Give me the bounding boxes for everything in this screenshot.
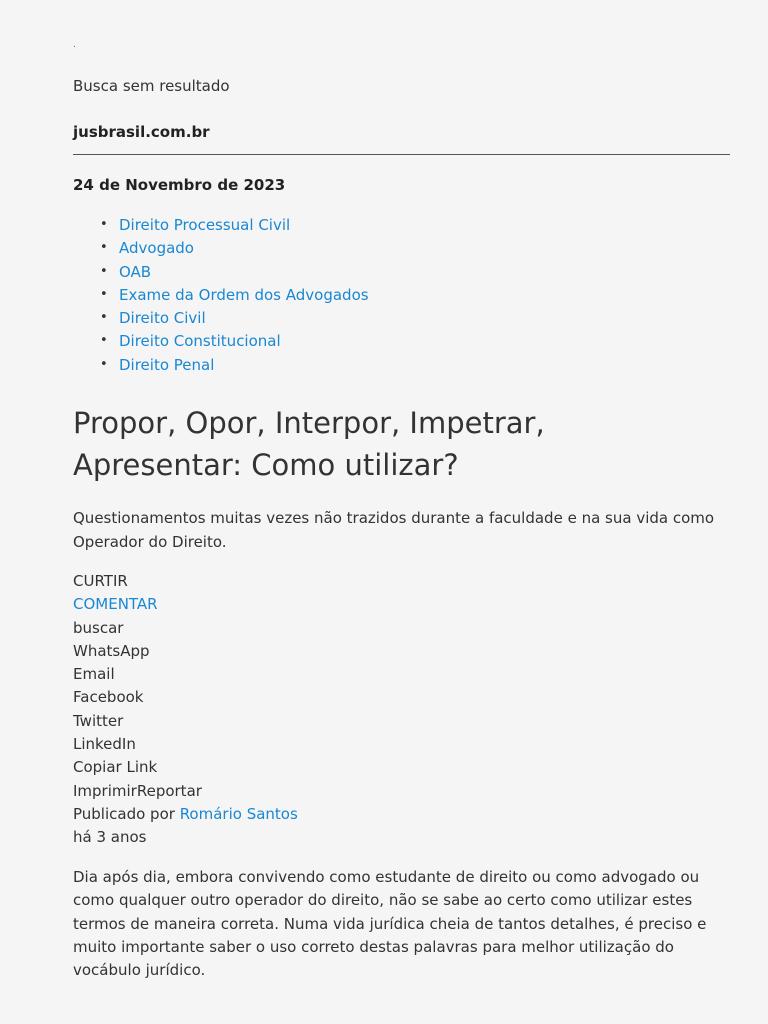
tag-link-exame-da-ordem[interactable]: Exame da Ordem dos Advogados xyxy=(119,285,369,304)
print-report-row xyxy=(73,780,298,803)
bullet-icon: • xyxy=(100,263,108,279)
like-button[interactable]: CURTIR xyxy=(73,572,128,590)
header-divider xyxy=(73,154,730,155)
bullet-icon: • xyxy=(100,310,108,326)
tag-list xyxy=(73,214,369,377)
tag-link-direito-processual-civil[interactable]: Direito Processual Civil xyxy=(119,216,291,234)
share-twitter-button[interactable]: Twitter xyxy=(73,711,124,730)
tag-link-oab[interactable]: OAB xyxy=(119,262,152,281)
published-by xyxy=(73,803,298,826)
tag-item xyxy=(73,214,369,237)
top-dot: . xyxy=(73,40,76,50)
tag-item xyxy=(73,261,369,284)
tag-item xyxy=(73,284,369,307)
print-button[interactable]: Imprimir xyxy=(73,781,137,800)
bullet-icon: • xyxy=(100,286,108,302)
article-body: Dia após dia, embora convivendo como estudante de direito ou como advogado ou como qualquer outro operador do direito, não se sabe ao certo como utilizar estes termos de maneira correta. Numa vida jurídica cheia de tantos detalhes, é preciso e muito importante saber o uso correto destas palavras para melhor utilização do vocábulo jurídico. xyxy=(73,868,707,980)
share-whatsapp-button[interactable]: WhatsApp xyxy=(73,641,150,660)
article-subtitle: Questionamentos muitas vezes não trazidos durante a faculdade e na sua vida como Operador do Direito. xyxy=(73,509,715,551)
article-actions xyxy=(73,570,298,850)
site-name[interactable]: jusbrasil.com.br xyxy=(73,123,210,141)
tag-item xyxy=(73,237,369,260)
report-button[interactable]: Reportar xyxy=(136,781,202,800)
bullet-icon: • xyxy=(100,217,108,232)
copy-link-button[interactable]: Copiar Link xyxy=(73,758,158,777)
bullet-icon: • xyxy=(100,240,108,256)
tag-link-direito-penal[interactable]: Direito Penal xyxy=(119,355,215,374)
search-no-result-text: Busca sem resultado xyxy=(73,77,230,95)
share-facebook-button[interactable]: Facebook xyxy=(73,688,144,707)
tag-item xyxy=(73,330,369,353)
bullet-icon: • xyxy=(100,356,108,372)
article-title: Propor, Opor, Interpor, Impetrar, Apresentar: Como utilizar? xyxy=(73,406,545,482)
author-link[interactable]: Romário Santos xyxy=(179,804,298,823)
tag-link-advogado[interactable]: Advogado xyxy=(119,239,194,258)
article-date: 24 de Novembro de 2023 xyxy=(73,176,286,194)
tag-link-direito-civil[interactable]: Direito Civil xyxy=(119,309,206,328)
tag-item xyxy=(73,354,369,377)
share-email-button[interactable]: Email xyxy=(73,665,115,684)
tag-item xyxy=(73,307,369,330)
published-prefix: Publicado por xyxy=(73,804,180,823)
search-button[interactable]: buscar xyxy=(73,618,124,637)
share-linkedin-button[interactable]: LinkedIn xyxy=(73,735,136,754)
published-time: há 3 anos xyxy=(73,828,147,847)
comment-button[interactable]: COMENTAR xyxy=(73,595,158,614)
bullet-icon: • xyxy=(100,333,108,349)
tag-link-direito-constitucional[interactable]: Direito Constitucional xyxy=(119,332,281,351)
